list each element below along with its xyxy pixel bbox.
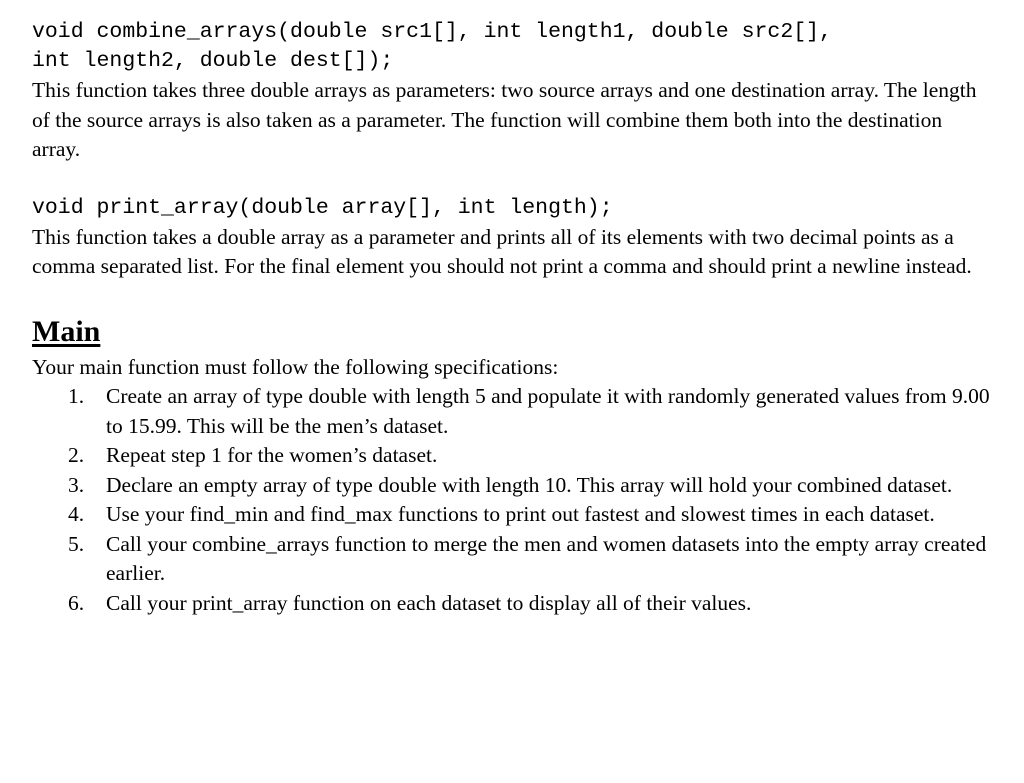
main-heading: Main xyxy=(32,314,101,348)
step-text: Call your print_array function on each dataset to display all of their values. xyxy=(106,590,752,615)
list-item xyxy=(32,530,992,589)
main-steps-list xyxy=(32,382,992,618)
step-text: Repeat step 1 for the women’s dataset. xyxy=(106,443,438,467)
step-text: Declare an empty array of type double with length 10. This array will hold your combined dataset. xyxy=(106,472,953,497)
section-spacer xyxy=(32,165,992,194)
print-array-signature: void print_array(double array[], int length); xyxy=(32,195,613,220)
main-section xyxy=(32,312,992,619)
step-text: Use your find_min and find_max functions to print out fastest and slowest times in each dataset. xyxy=(106,502,935,526)
print-array-section xyxy=(32,194,992,282)
step-number: 1. xyxy=(68,384,85,408)
combine-arrays-signature-line2: int length2, double dest[]); xyxy=(32,49,394,73)
list-item xyxy=(32,382,992,441)
step-number: 2. xyxy=(68,443,85,467)
list-item xyxy=(32,471,992,501)
step-text: Create an array of type double with length 5 and populate it with randomly generated values from 9.00 to 15.99. This will be the men’s dataset. xyxy=(106,384,990,438)
combine-arrays-description: This function takes three double arrays as parameters: two source arrays and one destination array. The length of the source arrays is also taken as a parameter. The function will combine them both into the destination array. xyxy=(32,78,977,161)
step-number: 5. xyxy=(68,531,85,556)
combine-arrays-signature-line1: void combine_arrays(double src1[], int length1, double src2[], xyxy=(32,20,832,44)
step-text: Call your combine_arrays function to merge the men and women datasets into the empty array created earlier. xyxy=(106,531,987,585)
list-item xyxy=(32,441,992,471)
step-number: 4. xyxy=(68,502,85,526)
step-number: 3. xyxy=(68,472,85,497)
combine-arrays-section xyxy=(32,18,992,165)
section-spacer xyxy=(32,282,992,312)
document-page xyxy=(32,18,992,618)
main-intro: Your main function must follow the following specifications: xyxy=(32,354,559,379)
print-array-description: This function takes a double array as a parameter and prints all of its elements with two decimal points as a comma separated list. For the final element you should not print a comma and should print a newline instead. xyxy=(32,224,972,278)
list-item xyxy=(32,500,992,530)
step-number: 6. xyxy=(68,590,85,615)
list-item xyxy=(32,589,992,619)
